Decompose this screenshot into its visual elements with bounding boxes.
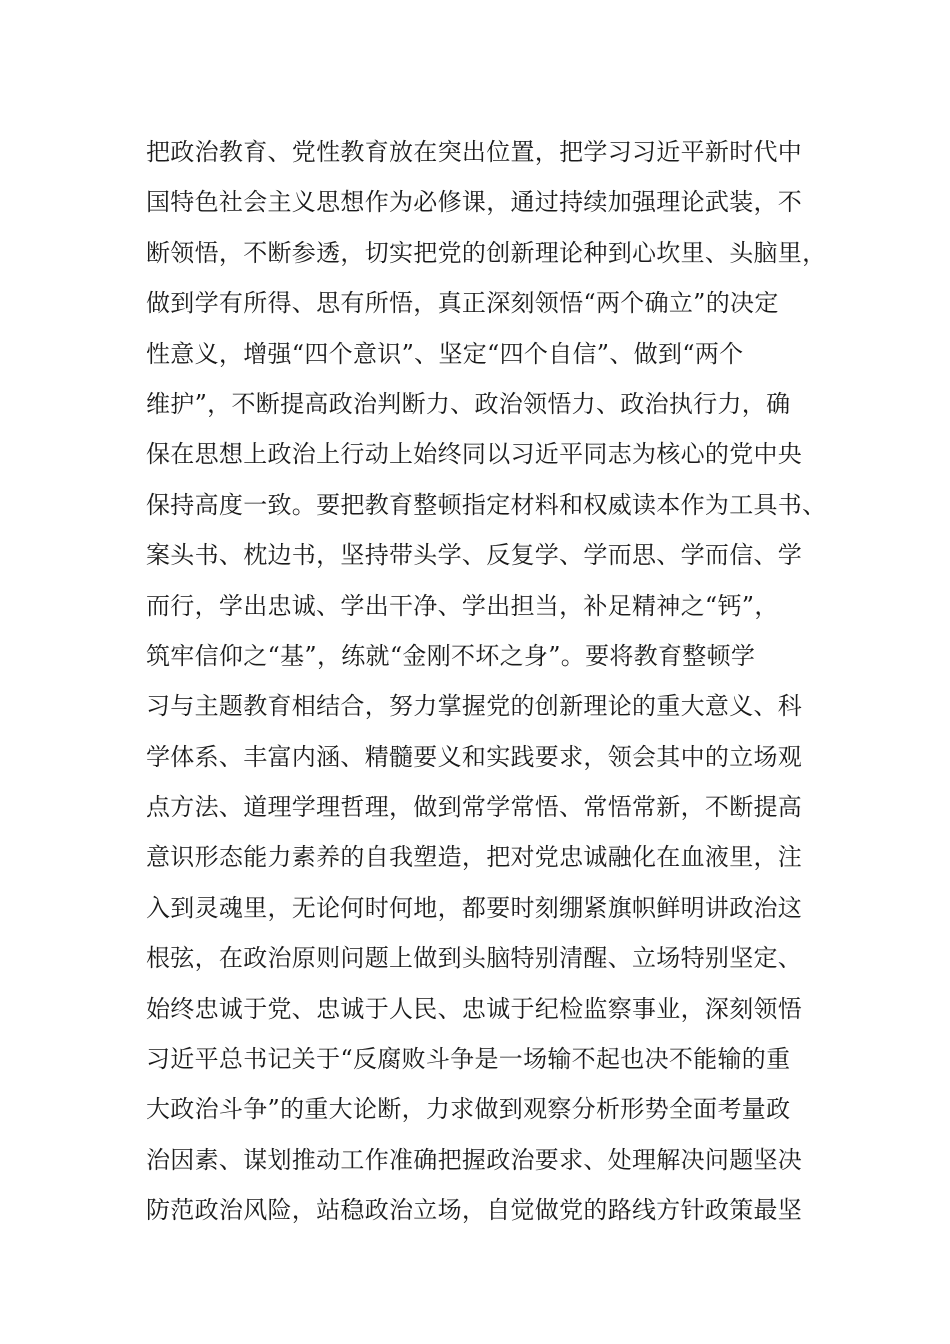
text-line-19: 习近平总书记关于“反腐败斗争是一场输不起也决不能输的重 (146, 1045, 791, 1074)
text-line-12: 习与主题教育相结合，努力掌握党的创新理论的重大意义、科 (146, 692, 803, 721)
text-line-20: 大政治斗争”的重大论断，力求做到观察分析形势全面考量政 (146, 1095, 791, 1124)
text-line-21: 治因素、谋划推动工作准确把握政治要求、处理解决问题坚决 (146, 1145, 803, 1174)
text-line-14: 点方法、道理学理哲理，做到常学常悟、常悟常新，不断提高 (146, 793, 803, 822)
text-line-3: 断领悟，不断参透，切实把党的创新理论种到心坎里、头脑里， (146, 238, 827, 267)
text-line-4: 做到学有所得、思有所悟，真正深刻领悟“两个确立”的决定 (146, 289, 779, 318)
text-line-13: 学体系、丰富内涵、精髓要义和实践要求，领会其中的立场观 (146, 742, 803, 771)
text-line-16: 入到灵魂里，无论何时何地，都要时刻绷紧旗帜鲜明讲政治这 (146, 893, 803, 922)
text-line-8: 保持高度一致。要把教育整顿指定材料和权威读本作为工具书、 (146, 490, 827, 519)
text-line-7: 保在思想上政治上行动上始终同以习近平同志为核心的党中央 (146, 440, 803, 469)
text-line-18: 始终忠诚于党、忠诚于人民、忠诚于纪检监察事业，深刻领悟 (146, 994, 803, 1023)
text-line-5: 性意义，增强“四个意识”、坚定“四个自信”、做到“两个 (146, 339, 744, 368)
text-line-2: 国特色社会主义思想作为必修课，通过持续加强理论武装，不 (146, 188, 803, 217)
body-paragraph (146, 127, 826, 1236)
text-line-1: 把政治教育、党性教育放在突出位置，把学习习近平新时代中 (146, 138, 803, 166)
text-line-10: 而行，学出忠诚、学出干净、学出担当，补足精神之“钙”， (146, 591, 779, 620)
text-line-6: 维护”，不断提高政治判断力、政治领悟力、政治执行力，确 (146, 389, 791, 418)
text-line-17: 根弦，在政治原则问题上做到头脑特别清醒、立场特别坚定、 (146, 944, 803, 973)
text-line-11: 筑牢信仰之“基”，练就“金刚不坏之身”。要将教育整顿学 (146, 641, 756, 670)
text-line-9: 案头书、枕边书，坚持带头学、反复学、学而思、学而信、学 (146, 541, 803, 570)
text-line-15: 意识形态能力素养的自我塑造，把对党忠诚融化在血液里，注 (146, 843, 803, 872)
text-line-22: 防范政治风险，站稳政治立场，自觉做党的路线方针政策最坚 (146, 1196, 803, 1225)
